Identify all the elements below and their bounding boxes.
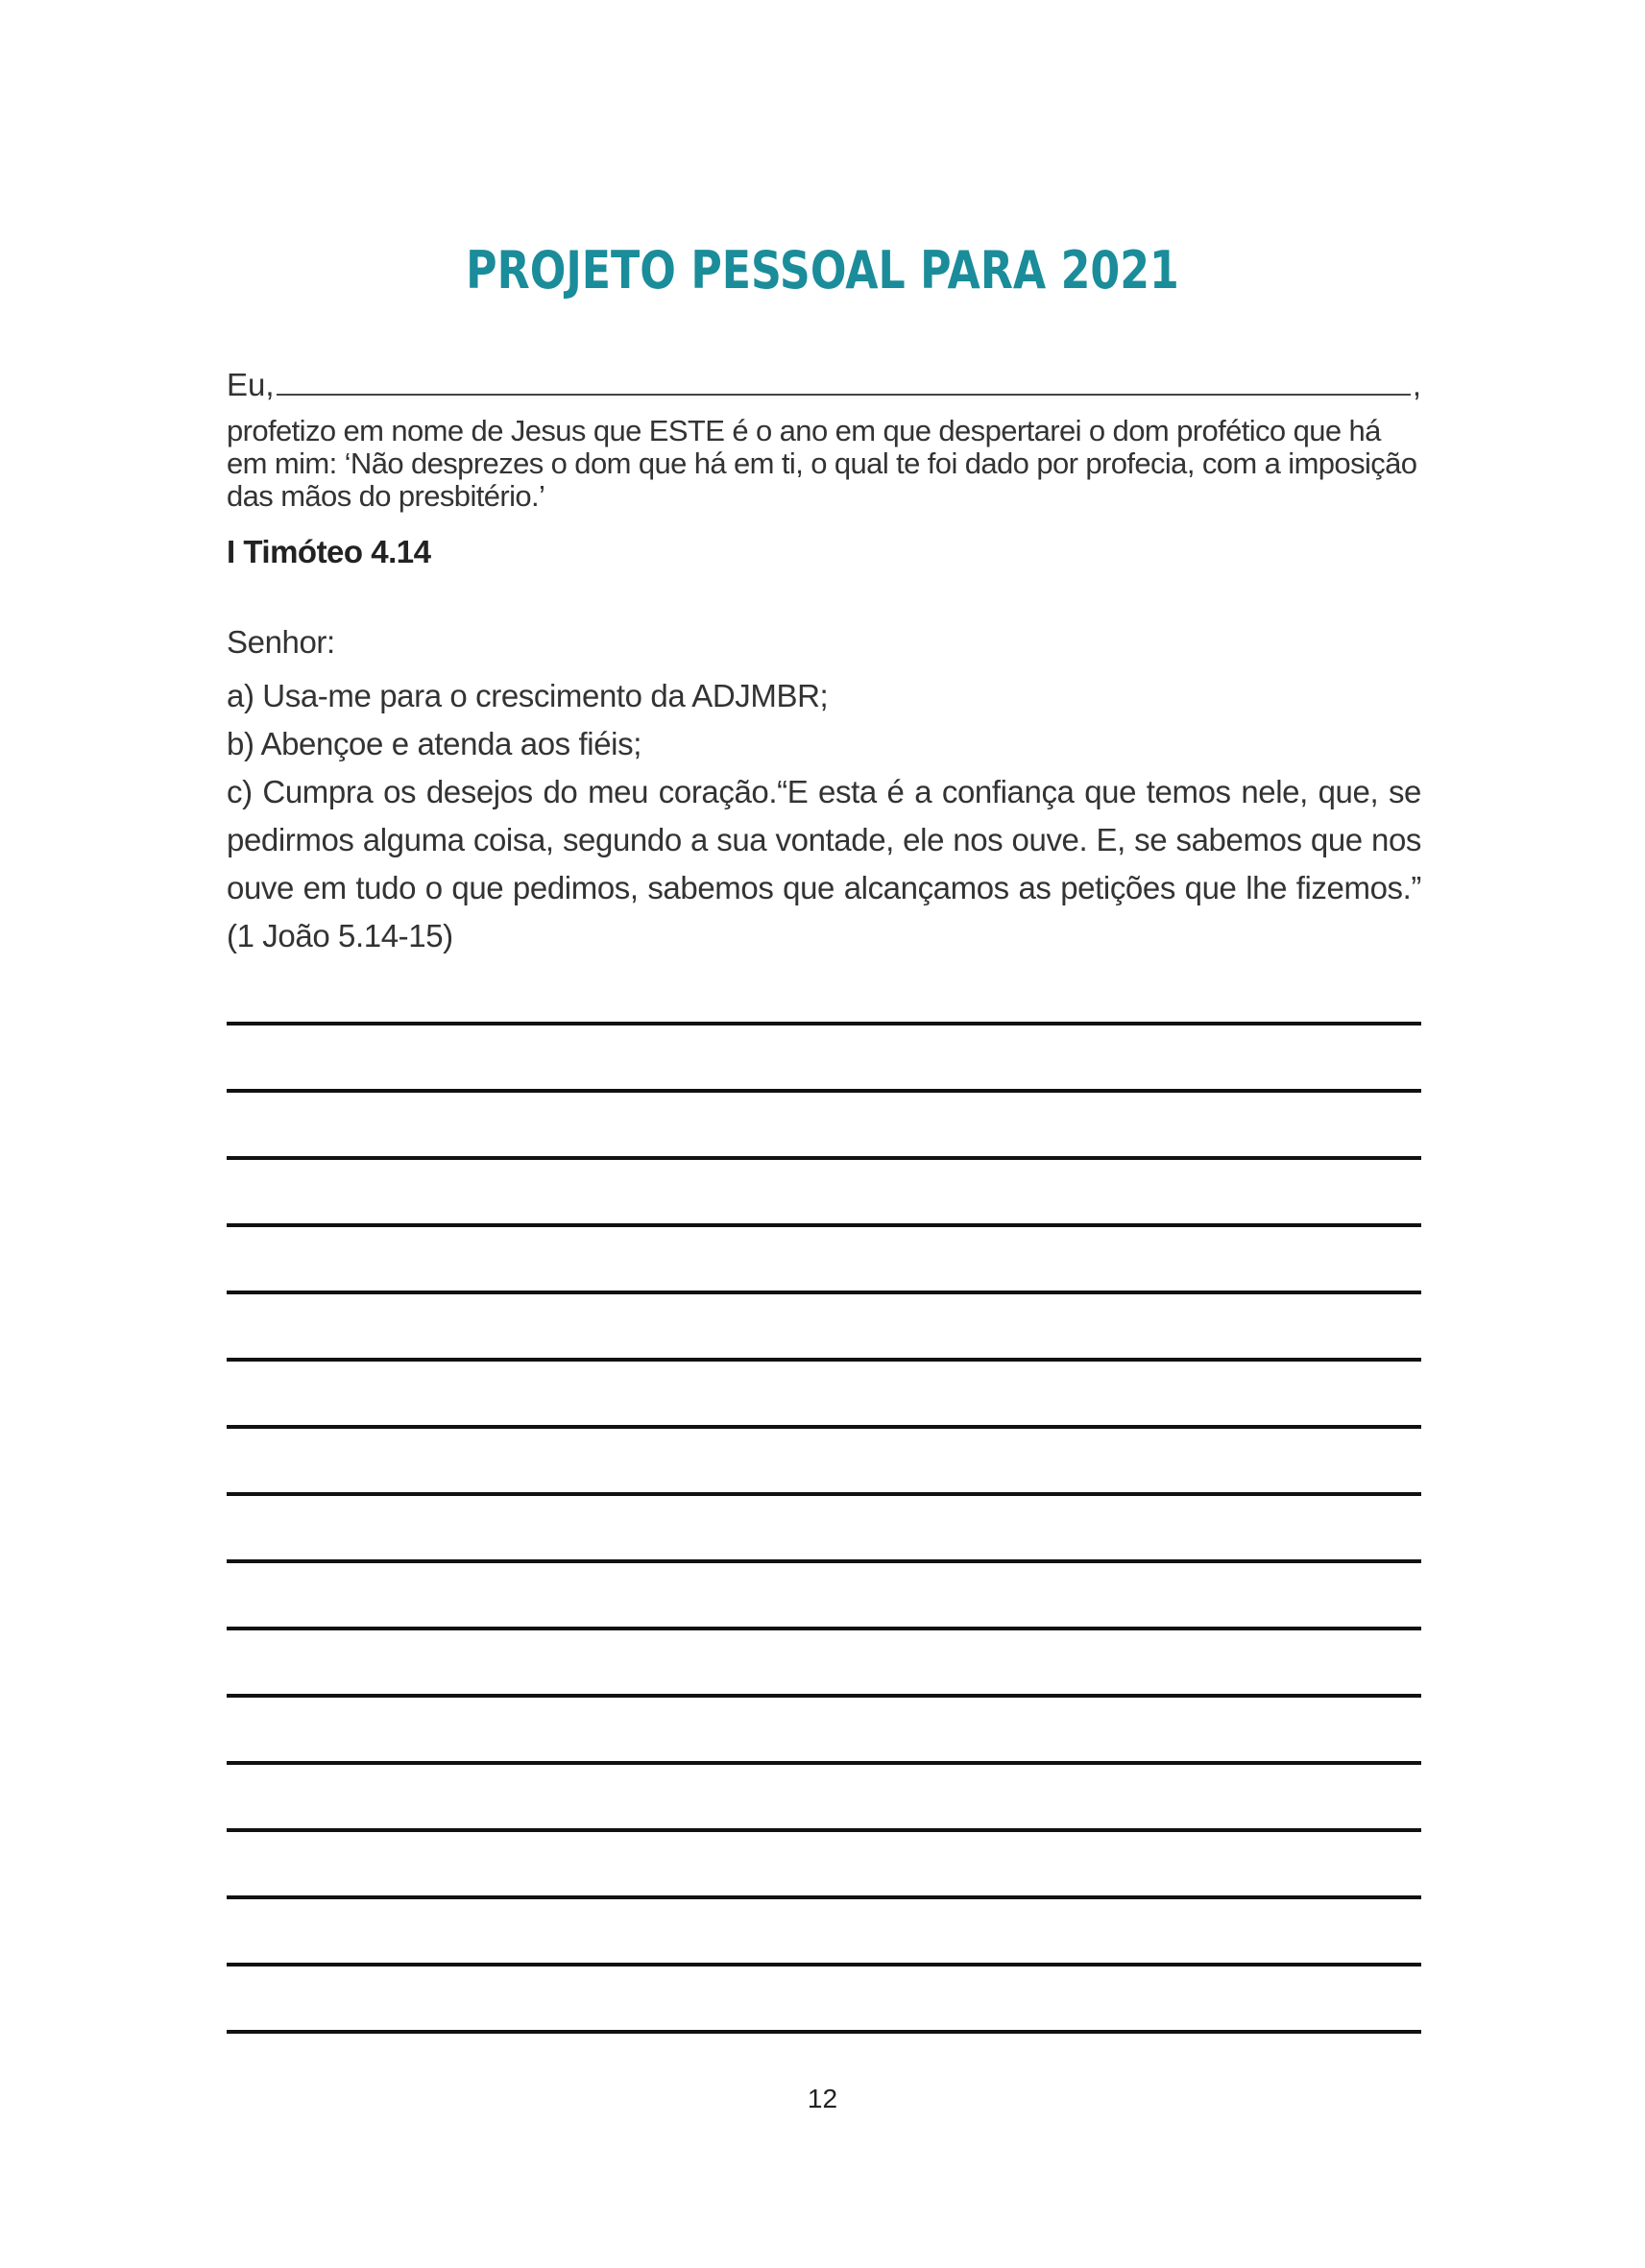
writing-line[interactable] bbox=[227, 1425, 1421, 1429]
writing-line[interactable] bbox=[227, 1963, 1421, 1966]
writing-line[interactable] bbox=[227, 1895, 1421, 1899]
writing-line[interactable] bbox=[227, 1022, 1421, 1025]
list-item: b) Abençoe e atenda aos fiéis; bbox=[227, 726, 641, 761]
writing-line[interactable] bbox=[227, 1694, 1421, 1698]
list-item: a) Usa-me para o crescimento da ADJMBR; bbox=[227, 678, 829, 713]
verse-reference: I Timóteo 4.14 bbox=[227, 534, 431, 569]
senhor-heading: Senhor: bbox=[227, 624, 335, 660]
eu-suffix: , bbox=[1412, 367, 1421, 402]
prayer-list bbox=[227, 672, 1421, 960]
prophecy-paragraph: profetizo em nome de Jesus que ESTE é o ano em que despertarei o dom profético que há em mim: ‘Não desprezes o dom que há em ti, o qual te foi dado por profecia, com a imposição das mãos do presbitério.’ bbox=[227, 414, 1417, 513]
name-blank-field[interactable] bbox=[277, 394, 1411, 396]
writing-line[interactable] bbox=[227, 1089, 1421, 1093]
page-title: PROJETO PESSOAL PARA 2021 bbox=[466, 240, 1179, 301]
writing-line[interactable] bbox=[227, 1223, 1421, 1227]
writing-line[interactable] bbox=[227, 2030, 1421, 2034]
writing-line[interactable] bbox=[227, 1559, 1421, 1563]
writing-line[interactable] bbox=[227, 1828, 1421, 1832]
writing-line[interactable] bbox=[227, 1358, 1421, 1362]
writing-line[interactable] bbox=[227, 1291, 1421, 1294]
writing-line[interactable] bbox=[227, 1761, 1421, 1765]
writing-line[interactable] bbox=[227, 1627, 1421, 1630]
writing-line[interactable] bbox=[227, 1492, 1421, 1496]
list-item: c) Cumpra os desejos do meu coração.“E esta é a confiança que temos nele, que, se pedirmos alguma coisa, segundo a sua vontade, ele nos ouve. E, se sabemos que nos ouve em tudo o que pedimos, sabemos que alcançamos as petições que lhe fizemos.” (1 João 5.14-15) bbox=[227, 774, 1421, 953]
page-number: 12 bbox=[807, 2084, 838, 2113]
name-fill-line bbox=[227, 361, 1421, 403]
writing-line[interactable] bbox=[227, 1156, 1421, 1160]
eu-label: Eu, bbox=[227, 367, 275, 402]
